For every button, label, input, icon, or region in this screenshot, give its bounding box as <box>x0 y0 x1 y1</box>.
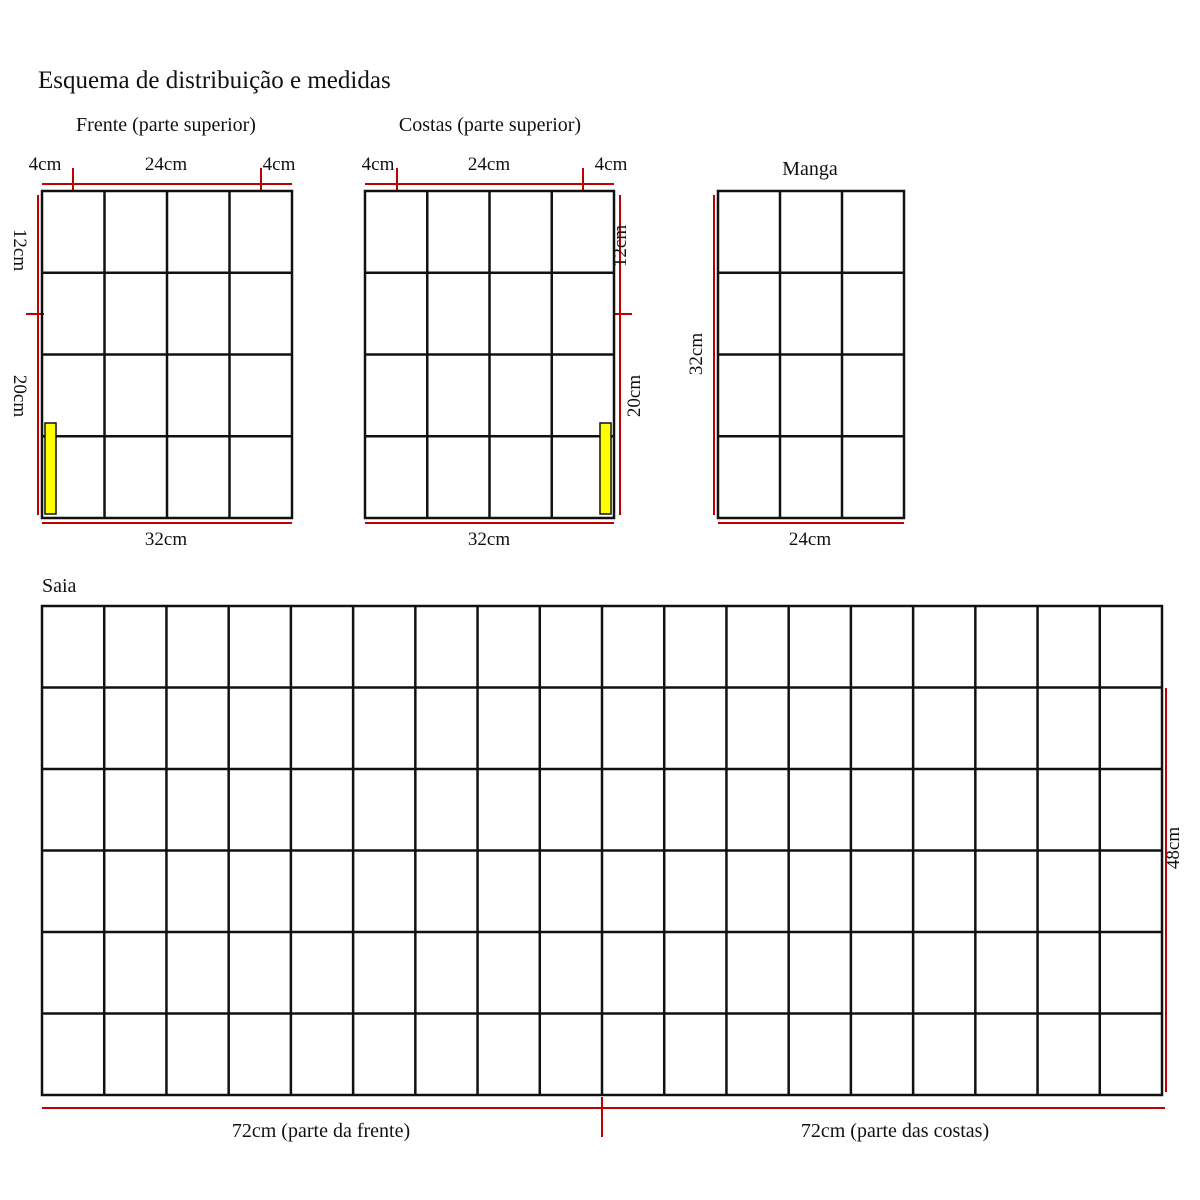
frente-bottom-label: 32cm <box>144 529 188 550</box>
costas-piece <box>362 114 645 550</box>
costas-top-measure <box>362 154 628 190</box>
manga-grid <box>718 191 904 518</box>
frente-side-top-label: 12cm <box>9 228 30 272</box>
saia-bottom-left-label: 72cm (parte da frente) <box>231 1120 411 1142</box>
manga-piece <box>686 158 904 550</box>
costas-top-left-label: 4cm <box>361 154 395 175</box>
manga-bottom-label: 24cm <box>788 529 832 550</box>
costas-bottom-measure <box>365 523 614 550</box>
costas-top-mid-label: 24cm <box>467 154 511 175</box>
costas-top-right-label: 4cm <box>594 154 628 175</box>
manga-label: Manga <box>782 158 838 180</box>
frente-side-measure <box>9 195 44 515</box>
frente-label: Frente (parte superior) <box>76 114 256 136</box>
frente-side-bottom-label: 20cm <box>9 374 30 418</box>
frente-marker <box>45 423 56 514</box>
diagram-title: Esquema de distribuição e medidas <box>38 67 391 94</box>
saia-label: Saia <box>42 575 77 597</box>
saia-grid <box>42 606 1162 1095</box>
frente-top-mid-label: 24cm <box>144 154 188 175</box>
frente-piece <box>9 114 296 550</box>
costas-side-bottom-label: 20cm <box>624 374 645 418</box>
frente-top-right-label: 4cm <box>262 154 296 175</box>
manga-side-label: 32cm <box>686 332 707 376</box>
costas-bottom-label: 32cm <box>467 529 511 550</box>
manga-side-measure <box>686 195 714 515</box>
costas-marker <box>600 423 611 514</box>
frente-bottom-measure <box>42 523 292 550</box>
saia-side-label: 48cm <box>1163 826 1184 870</box>
frente-top-left-label: 4cm <box>28 154 62 175</box>
costas-label: Costas (parte superior) <box>398 114 582 136</box>
saia-bottom-right-label: 72cm (parte das costas) <box>800 1120 990 1142</box>
frente-grid <box>42 191 292 518</box>
saia-bottom-measure <box>42 1097 1165 1142</box>
frente-top-measure <box>29 154 296 190</box>
costas-side-top-label: 12cm <box>610 224 631 268</box>
saia-piece <box>42 575 1184 1142</box>
saia-side-measure <box>1163 688 1184 1092</box>
manga-bottom-measure <box>718 523 904 550</box>
costas-grid <box>365 191 614 518</box>
